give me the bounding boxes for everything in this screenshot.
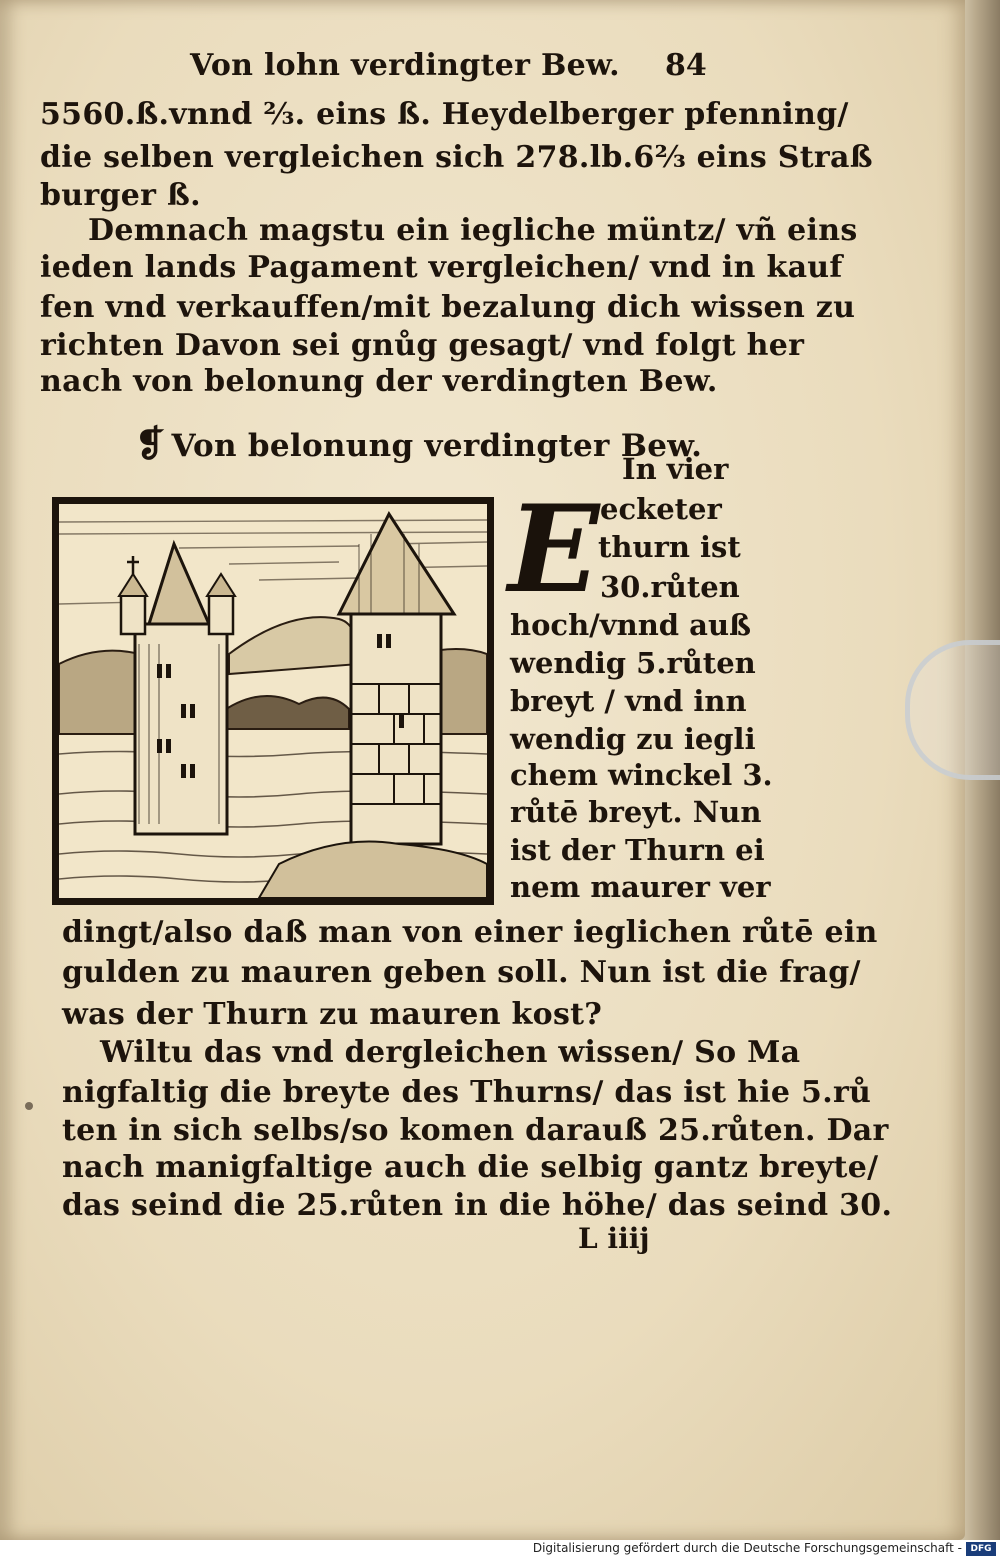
funding-notice: Digitalisierung gefördert durch die Deutsche Forschungsgemeinschaft - (532, 1541, 962, 1555)
section-heading-text: Von belonung verdingter Bew. (171, 428, 703, 464)
text-line: dingt/also daß man von einer ieglichen růtē ein (62, 915, 878, 950)
text-line: breyt / vnd inn (510, 684, 747, 718)
tower-woodcut-image (59, 504, 487, 898)
woodcut-illustration (52, 497, 494, 905)
decorated-initial: E (508, 479, 600, 620)
page-blemish (25, 1102, 33, 1110)
text-line: 5560.ß.vnnd ⅔. eins ß. Heydelberger pfenning/ (40, 97, 849, 132)
text-line: Demnach magstu ein iegliche müntz/ vñ eins (88, 213, 858, 248)
text-line: nach von belonung der verdingten Bew. (40, 364, 718, 399)
text-line: das seind die 25.růten in die höhe/ das seind 30. (62, 1188, 893, 1223)
text-line: In vier (622, 452, 729, 486)
footer-bar (0, 1540, 1000, 1558)
text-line: richten Davon sei gnůg gesagt/ vnd folgt her (40, 328, 805, 363)
text-line: was der Thurn zu mauren kost? (62, 997, 603, 1032)
text-line: nach manigfaltige auch die selbig gantz breyte/ (62, 1150, 879, 1185)
text-line: hoch/vnnd auß (510, 608, 752, 642)
text-line: thurn ist (598, 530, 741, 564)
signature-mark: L iiij (578, 1222, 650, 1255)
pilcrow-icon: ❡ (135, 423, 166, 465)
text-line: burger ß. (40, 178, 201, 213)
running-head: Von lohn verdingter Bew. (190, 48, 620, 83)
text-line: wendig zu iegli (510, 722, 756, 756)
text-line: ieden lands Pagament vergleichen/ vnd in kauf (40, 250, 843, 285)
text-line: ten in sich selbs/so komen darauß 25.růten. Dar (62, 1113, 889, 1148)
dfg-logo: DFG (966, 1542, 996, 1556)
text-line: růtē breyt. Nun (510, 795, 762, 829)
text-line: die selben vergleichen sich 278.lb.6⅔ eins Straß (40, 140, 873, 175)
text-line: fen vnd verkauffen/mit bezalung dich wissen zu (40, 290, 856, 325)
text-line: nem maurer ver (510, 870, 771, 904)
text-line: ecketer (600, 492, 722, 526)
text-line: gulden zu mauren geben soll. Nun ist die frag/ (62, 955, 861, 990)
page-number: 84 (665, 48, 707, 83)
text-line: Wiltu das vnd dergleichen wissen/ So Ma (100, 1035, 801, 1070)
text-line: wendig 5.růten (510, 646, 756, 680)
section-heading (135, 423, 702, 465)
text-line: ist der Thurn ei (510, 833, 765, 867)
text-line: 30.růten (600, 570, 740, 604)
text-line: chem winckel 3. (510, 758, 773, 792)
text-line: nigfaltig die breyte des Thurns/ das ist hie 5.rů (62, 1075, 872, 1110)
